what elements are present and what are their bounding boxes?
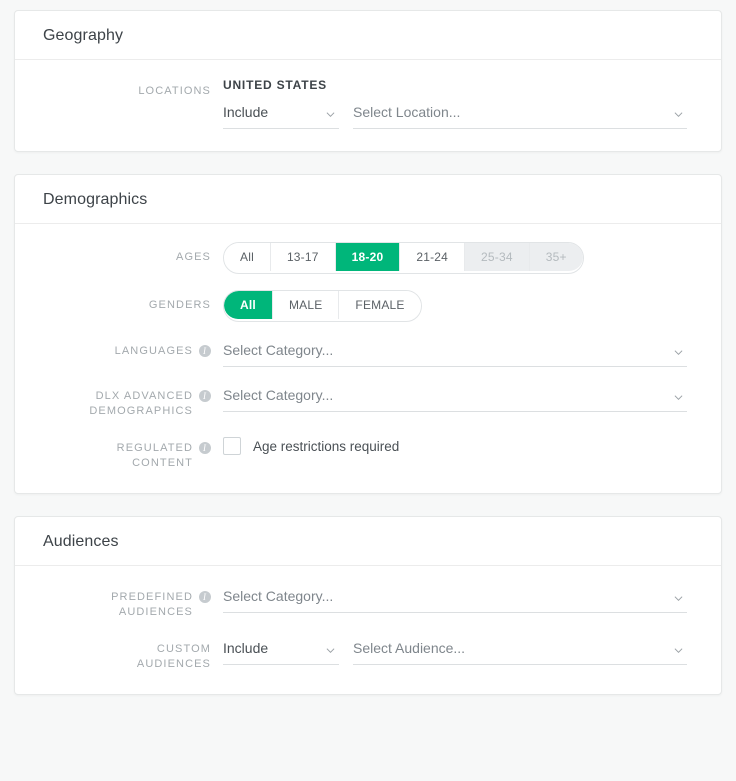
dlx-label (89, 389, 193, 419)
custom-audiences-controls (223, 636, 687, 665)
info-icon[interactable]: I (199, 442, 211, 454)
ages-option-18-20[interactable]: 18-20 (336, 243, 401, 271)
predefined-select-placeholder: Select Category... (223, 588, 334, 604)
regulated-label-line1: REGULATED (116, 442, 193, 454)
chevron-down-icon (674, 393, 683, 402)
regulated-content-row (37, 435, 687, 471)
locations-include-value: Include (223, 104, 269, 120)
predefined-label-line1: PREDEFINED (111, 591, 193, 603)
genders-field (223, 290, 687, 322)
age-restrictions-label: Age restrictions required (253, 438, 400, 454)
chevron-down-icon (326, 110, 335, 119)
genders-pill-group (223, 290, 422, 322)
locations-label: LOCATIONS (138, 85, 211, 97)
genders-label: GENDERS (148, 299, 211, 311)
locations-row (37, 78, 687, 129)
info-icon[interactable]: I (199, 591, 211, 603)
ages-option-25-34[interactable]: 25-34 (465, 243, 530, 271)
ages-option-21-24[interactable]: 21-24 (400, 243, 465, 271)
locations-country-heading: UNITED STATES (223, 78, 327, 92)
custom-field (223, 636, 687, 665)
ages-option-all[interactable]: All (224, 243, 271, 271)
custom-audiences-include-select[interactable] (223, 636, 339, 665)
dlx-advanced-demographics-row (37, 383, 687, 419)
custom-label-line1: CUSTOM (156, 643, 211, 655)
ages-pill-group (223, 242, 584, 274)
languages-label-wrap (37, 338, 223, 358)
genders-row (37, 290, 687, 322)
geography-card-body (15, 60, 721, 151)
languages-select[interactable] (223, 338, 687, 367)
demographics-card-body (15, 224, 721, 493)
locations-field (223, 78, 687, 129)
locations-include-select[interactable] (223, 100, 339, 129)
demographics-title: Demographics (43, 191, 148, 208)
custom-audience-placeholder: Select Audience... (353, 640, 466, 656)
languages-label: LANGUAGES (114, 345, 193, 357)
ages-field (223, 242, 687, 274)
custom-audience-select[interactable] (353, 636, 687, 665)
audiences-title: Audiences (43, 533, 119, 550)
custom-include-value: Include (223, 640, 269, 656)
age-restrictions-checkbox-row[interactable] (223, 435, 687, 455)
audiences-card-header (15, 517, 721, 566)
ages-row (37, 242, 687, 274)
info-icon[interactable]: I (199, 390, 211, 402)
ages-option-35-plus[interactable]: 35+ (530, 243, 583, 271)
locations-label-wrap (37, 78, 223, 98)
chevron-down-icon (674, 110, 683, 119)
predefined-field (223, 584, 687, 613)
predefined-audiences-select[interactable] (223, 584, 687, 613)
age-restrictions-checkbox[interactable] (223, 437, 241, 455)
dlx-field (223, 383, 687, 412)
custom-label-line2: AUDIENCES (136, 658, 211, 670)
custom-label-wrap (37, 636, 223, 672)
predefined-audiences-row (37, 584, 687, 620)
regulated-field (223, 435, 687, 455)
ages-label: AGES (176, 251, 211, 263)
info-icon[interactable]: I (199, 345, 211, 357)
dlx-select-placeholder: Select Category... (223, 387, 334, 403)
geography-title: Geography (43, 27, 124, 44)
predefined-label (111, 590, 193, 620)
genders-label-wrap (37, 290, 223, 312)
audiences-card (14, 516, 722, 695)
genders-option-female[interactable]: FEMALE (339, 291, 420, 319)
ages-label-wrap (37, 242, 223, 264)
dlx-label-line1: DLX ADVANCED (95, 390, 193, 402)
locations-controls (223, 100, 687, 129)
dlx-label-wrap (37, 383, 223, 419)
regulated-label (117, 441, 193, 471)
chevron-down-icon (674, 646, 683, 655)
languages-select-placeholder: Select Category... (223, 342, 334, 358)
location-select[interactable] (353, 100, 687, 129)
geography-card (14, 10, 722, 152)
geography-card-header (15, 11, 721, 60)
regulated-label-wrap (37, 435, 223, 471)
chevron-down-icon (326, 646, 335, 655)
demographics-card (14, 174, 722, 494)
dlx-label-line2: DEMOGRAPHICS (89, 405, 193, 417)
location-select-placeholder: Select Location... (353, 104, 461, 120)
audiences-card-body (15, 566, 721, 694)
dlx-select[interactable] (223, 383, 687, 412)
custom-audiences-row (37, 636, 687, 672)
genders-option-all[interactable]: All (224, 291, 273, 319)
chevron-down-icon (674, 594, 683, 603)
regulated-label-line2: CONTENT (132, 457, 193, 469)
languages-row (37, 338, 687, 367)
chevron-down-icon (674, 348, 683, 357)
genders-option-male[interactable]: MALE (273, 291, 339, 319)
predefined-label-line2: AUDIENCES (118, 606, 193, 618)
languages-field (223, 338, 687, 367)
custom-label (137, 642, 211, 672)
ages-option-13-17[interactable]: 13-17 (271, 243, 336, 271)
demographics-card-header (15, 175, 721, 224)
predefined-label-wrap (37, 584, 223, 620)
